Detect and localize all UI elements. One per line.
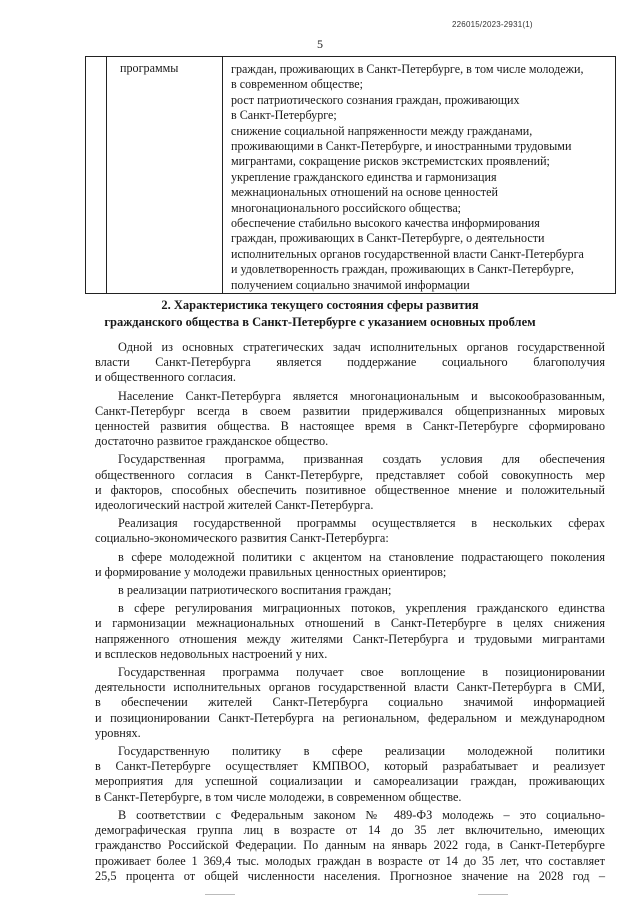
text-line: и факторов, способных обеспечить позитивное общественное мнение и положительный <box>95 482 605 497</box>
text-line: Одной из основных стратегических задач исполнительных органов государственной <box>118 340 605 354</box>
paragraph <box>95 601 605 662</box>
paragraph <box>95 665 605 741</box>
text-line: напряженного отношения между жителями Санкт-Петербурга и трудовыми мигрантами <box>95 631 605 646</box>
scan-mark <box>478 894 508 895</box>
text-line: и всплесков недовольных настроений у них. <box>95 646 328 661</box>
text-line: в обеспечении жителей Санкт-Петербурга социально значимой информацией <box>95 695 605 710</box>
text-line: и формирование у молодежи правильных ценностных ориентиров; <box>95 564 447 579</box>
text-line: общественного согласия в Санкт-Петербурге, представляет собой совокупность мер <box>95 467 605 482</box>
text-line: Население Санкт-Петербурга является многонациональным и высокообразованным, <box>118 388 605 403</box>
text-line: Государственная программа, призванная создать условия для обеспечения <box>118 452 605 467</box>
paragraph <box>95 516 605 546</box>
table-line: проживающими в Санкт-Петербурге, и иностранными трудовыми <box>231 139 572 154</box>
text-line: власти Санкт-Петербурга является поддержание социального благополучия <box>95 355 605 370</box>
table-line: рост патриотического сознания граждан, проживающих <box>231 92 520 107</box>
text-line: в реализации патриотического воспитания граждан; <box>118 583 392 598</box>
text-line: в сфере регулирования миграционных потоков, укрепления гражданского единства <box>118 601 605 616</box>
scan-footer-marks <box>0 894 640 900</box>
table-line: граждан, проживающих в Санкт-Петербурге, о деятельности <box>231 231 545 246</box>
table-line: межнациональных отношений на основе ценностей <box>231 185 498 200</box>
text-line: ценностей развития общества. В настоящее время в Санкт-Петербурге сформировано <box>95 419 605 434</box>
scan-mark <box>205 894 235 895</box>
text-line: проживает более 1 369,4 тыс. молодых граждан в возрасте от 14 до 35 лет, что составляет <box>95 853 605 868</box>
table-line: обеспечение стабильно высокого качества информирования <box>231 216 540 231</box>
body-text <box>95 340 605 887</box>
table-line: и удовлетворенность граждан, проживающих в Санкт-Петербурге, <box>231 262 574 277</box>
text-line: и гармонизации межнациональных отношений в Санкт-Петербурге в целях снижения <box>95 616 605 631</box>
paragraph <box>95 340 605 386</box>
table-cell-index <box>86 57 107 294</box>
paragraph <box>95 389 605 450</box>
paragraph <box>95 583 605 598</box>
text-line: достаточно развитое гражданское общество. <box>95 434 329 449</box>
section-title <box>0 297 640 331</box>
table-line: получением социально значимой информации <box>231 277 470 292</box>
paragraph <box>95 808 605 884</box>
table-cell-label <box>107 57 223 294</box>
text-line: идеологический настрой жителей Санкт-Петербурга. <box>95 498 374 513</box>
table-cell-content <box>223 57 616 294</box>
text-line: и общественного согласия. <box>95 370 236 385</box>
text-line: Санкт-Петербург всегда в своем развитии придерживался общепризнанных мировых <box>95 403 605 418</box>
page-number: 5 <box>317 37 323 51</box>
document-number: 226015/2023-2931(1) <box>452 20 533 29</box>
text-line: 25,5 процента от общей численности населения. Прогнозное значение на 2028 год – <box>95 868 605 883</box>
section-title-line: гражданского общества в Санкт-Петербурге с указанием основных проблем <box>104 315 536 329</box>
table-line: граждан, проживающих в Санкт-Петербурге, в том числе молодежи, <box>231 62 584 76</box>
text-line: и позиционировании Санкт-Петербурга на региональном, федеральном и международном <box>95 710 605 725</box>
paragraph <box>95 744 605 805</box>
table-line: мигрантами, сокращение рисков экстремистских проявлений; <box>231 154 550 169</box>
paragraph <box>95 550 605 580</box>
table-line: в современном обществе; <box>231 77 363 92</box>
text-line: Государственную политику в сфере реализации молодежной политики <box>118 744 605 759</box>
text-line: уровнях. <box>95 725 141 740</box>
text-line: Реализация государственной программы осуществляется в нескольких сферах <box>118 516 605 531</box>
text-line: демографическая группа лиц в возрасте от 14 до 35 лет включительно, имеющих <box>95 823 605 838</box>
program-passport-table <box>85 56 616 294</box>
text-line: деятельности исполнительных органов государственной власти Санкт-Петербурга в СМИ, <box>95 680 605 695</box>
table-line: снижение социальной напряженности между гражданами, <box>231 123 533 138</box>
text-line: гражданство Российской Федерации. По данным на январь 2022 года, в Санкт-Петербурге <box>95 838 605 853</box>
row-label: программы <box>120 61 179 75</box>
table-line: многонационального российского общества; <box>231 200 462 215</box>
text-line: мероприятия для успешной социализации и самореализации граждан, проживающих <box>95 774 605 789</box>
table-line: исполнительных органов государственной власти Санкт-Петербурга <box>231 246 584 261</box>
text-line: В соответствии с Федеральным законом № 489-ФЗ молодежь – это социально- <box>118 807 605 822</box>
text-line: в Санкт-Петербурге осуществляет КМПВОО, который разрабатывает и реализует <box>95 759 605 774</box>
section-title-line: 2. Характеристика текущего состояния сферы развития <box>161 298 479 312</box>
table-row <box>86 57 616 294</box>
table-line: в Санкт-Петербурге; <box>231 108 337 123</box>
text-line: социально-экономического развития Санкт-Петербурга: <box>95 531 389 546</box>
text-line: Государственная программа получает свое воплощение в позиционировании <box>118 665 605 680</box>
text-line: в сфере молодежной политики с акцентом на становление подрастающего поколения <box>118 549 605 564</box>
text-line: в Санкт-Петербурге, в том числе молодежи, в современном обществе. <box>95 789 462 804</box>
paragraph <box>95 452 605 513</box>
table-line: укрепление гражданского единства и гармонизация <box>231 169 497 184</box>
